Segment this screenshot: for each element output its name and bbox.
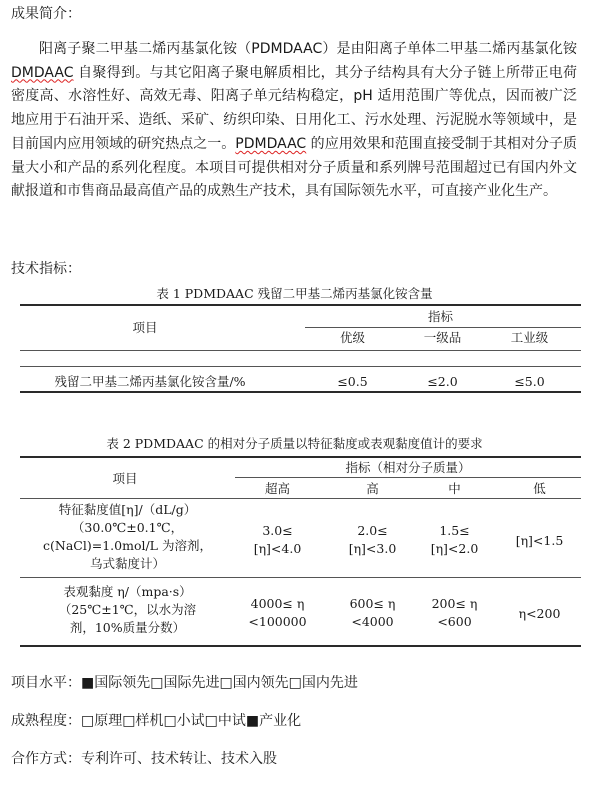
intro-text-3: 的应用效果和范围直接受制于其相对分子质量大小和产品的系列化程度。本项目可提供相对分子质量和系列牌号范围超过已有国内外文献报道和市售商品最高值产品的成熟生产技术，具有国际领先水平，可直接产业化生产。: [11, 135, 578, 200]
table2-row1-label-line4: 乌式黏度计）: [89, 556, 165, 571]
table2-row2-val-1-line1: 600≤ η: [349, 596, 396, 611]
table1-val-2: ≤5.0: [514, 374, 545, 389]
table2-row2-val-2: [412, 595, 497, 631]
intro-term-dmdaac: DMDAAC: [11, 64, 74, 81]
table1-body-rule: [20, 366, 581, 367]
table2-row1-val-2-line1: 1.5≤: [439, 523, 470, 538]
table2-col-2: 中: [448, 481, 461, 496]
table2-col-1: 高: [366, 481, 379, 496]
cooperation-mode: 合作方式：专利许可、技术转让、技术入股: [11, 751, 277, 767]
table2-col-0: 超高: [264, 481, 290, 496]
table1-header-rule: [20, 350, 581, 351]
table2-header-group: 指标（相对分子质量）: [345, 460, 471, 475]
table2-row1-val-0-line1: 3.0≤: [262, 523, 293, 538]
table1-group-rule: [305, 327, 581, 328]
table2-header-rule: [20, 498, 581, 499]
table2-row1-label-line2: （30.0℃±0.1℃，: [71, 520, 184, 535]
maturity-level: 成熟程度：□原理□样机□小试□中试■产业化: [11, 713, 302, 729]
table1-caption: 表 1 PDMDAAC 残留二甲基二烯丙基氯化铵含量: [156, 286, 433, 301]
table1-col-1: 一级品: [423, 330, 462, 345]
table2-row1-val-2-line2: [η]<2.0: [430, 541, 479, 556]
table1-header-group: 指标: [427, 309, 453, 324]
table2-row2-label-line1: 表观黏度 η/（mpa·s）: [63, 584, 192, 599]
table2-group-rule: [235, 477, 581, 478]
table2-row2-val-2-line2: <600: [437, 614, 472, 629]
table2-caption: 表 2 PDMDAAC 的相对分子质量以特征黏度或表观黏度值计的要求: [106, 436, 483, 451]
table2-row2-label: [20, 583, 235, 637]
table2-header-item: 项目: [112, 471, 138, 486]
intro-text-1: 阳离子聚二甲基二烯丙基氯化铵（PDMDAAC）是由阳离子单体二甲基二烯丙基氯化铵: [39, 41, 577, 57]
intro-heading: 成果简介：: [11, 6, 81, 22]
intro-paragraph: [11, 38, 577, 204]
table1-header-item: 项目: [132, 320, 158, 335]
intro-text-2: 自聚得到。与其它阳离子聚电解质相比，其分子结构具有大分子链上所带正电荷密度高、水溶性好、高效无毒、阳离子单元结构稳定，pH 适用范围广等优点，因而被广泛地应用于石油开采、造纸、采矿、纺织印染、日用化工、污水处理、污泥脱水等领域中，是目前国内应用领域的研究热点之一。: [11, 64, 577, 152]
project-level: 项目水平：■国际领先□国际先进□国内领先□国内先进: [11, 675, 358, 691]
table2-row-rule: [20, 577, 581, 578]
table2-row1-val-3: [η]<1.5: [515, 533, 564, 548]
table2-col-3: 低: [533, 481, 546, 496]
table2-bottom-rule: [20, 645, 581, 647]
table2-row2-val-1: [330, 595, 415, 631]
table2-row2-label-line2: （25℃±1℃，以水为溶: [58, 602, 197, 617]
table1-top-rule: [20, 304, 581, 306]
table2-row2-val-1-line2: <4000: [351, 614, 394, 629]
table2-row1-label-line3: c(NaCl)=1.0mol/L 为溶剂，: [43, 538, 212, 553]
table1-col-0: 优级: [339, 330, 365, 345]
table2-row1-val-0-line2: [η]<4.0: [253, 541, 302, 556]
table2-row1-label-line1: 特征黏度值[η]/（dL/g）: [58, 502, 197, 517]
table1-col-2: 工业级: [510, 330, 549, 345]
table1-val-0: ≤0.5: [337, 374, 368, 389]
table1-val-1: ≤2.0: [427, 374, 458, 389]
table1-bottom-rule: [20, 391, 581, 393]
table2-row1-val-0: [235, 522, 320, 558]
table2-row2-val-0: [230, 595, 325, 631]
table2-row2-val-3: η<200: [518, 606, 561, 621]
table2-row1-val-2: [412, 522, 497, 558]
table2-row2-val-0-line2: <100000: [248, 614, 307, 629]
table2-row1-val-1: [330, 522, 415, 558]
table2-row2-val-0-line1: 4000≤ η: [250, 596, 305, 611]
table1-row-label: 残留二甲基二烯丙基氯化铵含量/%: [54, 374, 246, 389]
table2-row1-val-1-line2: [η]<3.0: [348, 541, 397, 556]
intro-term-pdmdaac: PDMDAAC: [235, 135, 307, 152]
tech-heading: 技术指标：: [11, 261, 81, 277]
table2-row1-label: [20, 501, 235, 573]
table2-top-rule: [20, 456, 581, 458]
table2-row2-val-2-line1: 200≤ η: [431, 596, 478, 611]
table2-row2-label-line3: 剂，10%质量分数）: [69, 620, 186, 635]
table2-row1-val-1-line1: 2.0≤: [357, 523, 388, 538]
